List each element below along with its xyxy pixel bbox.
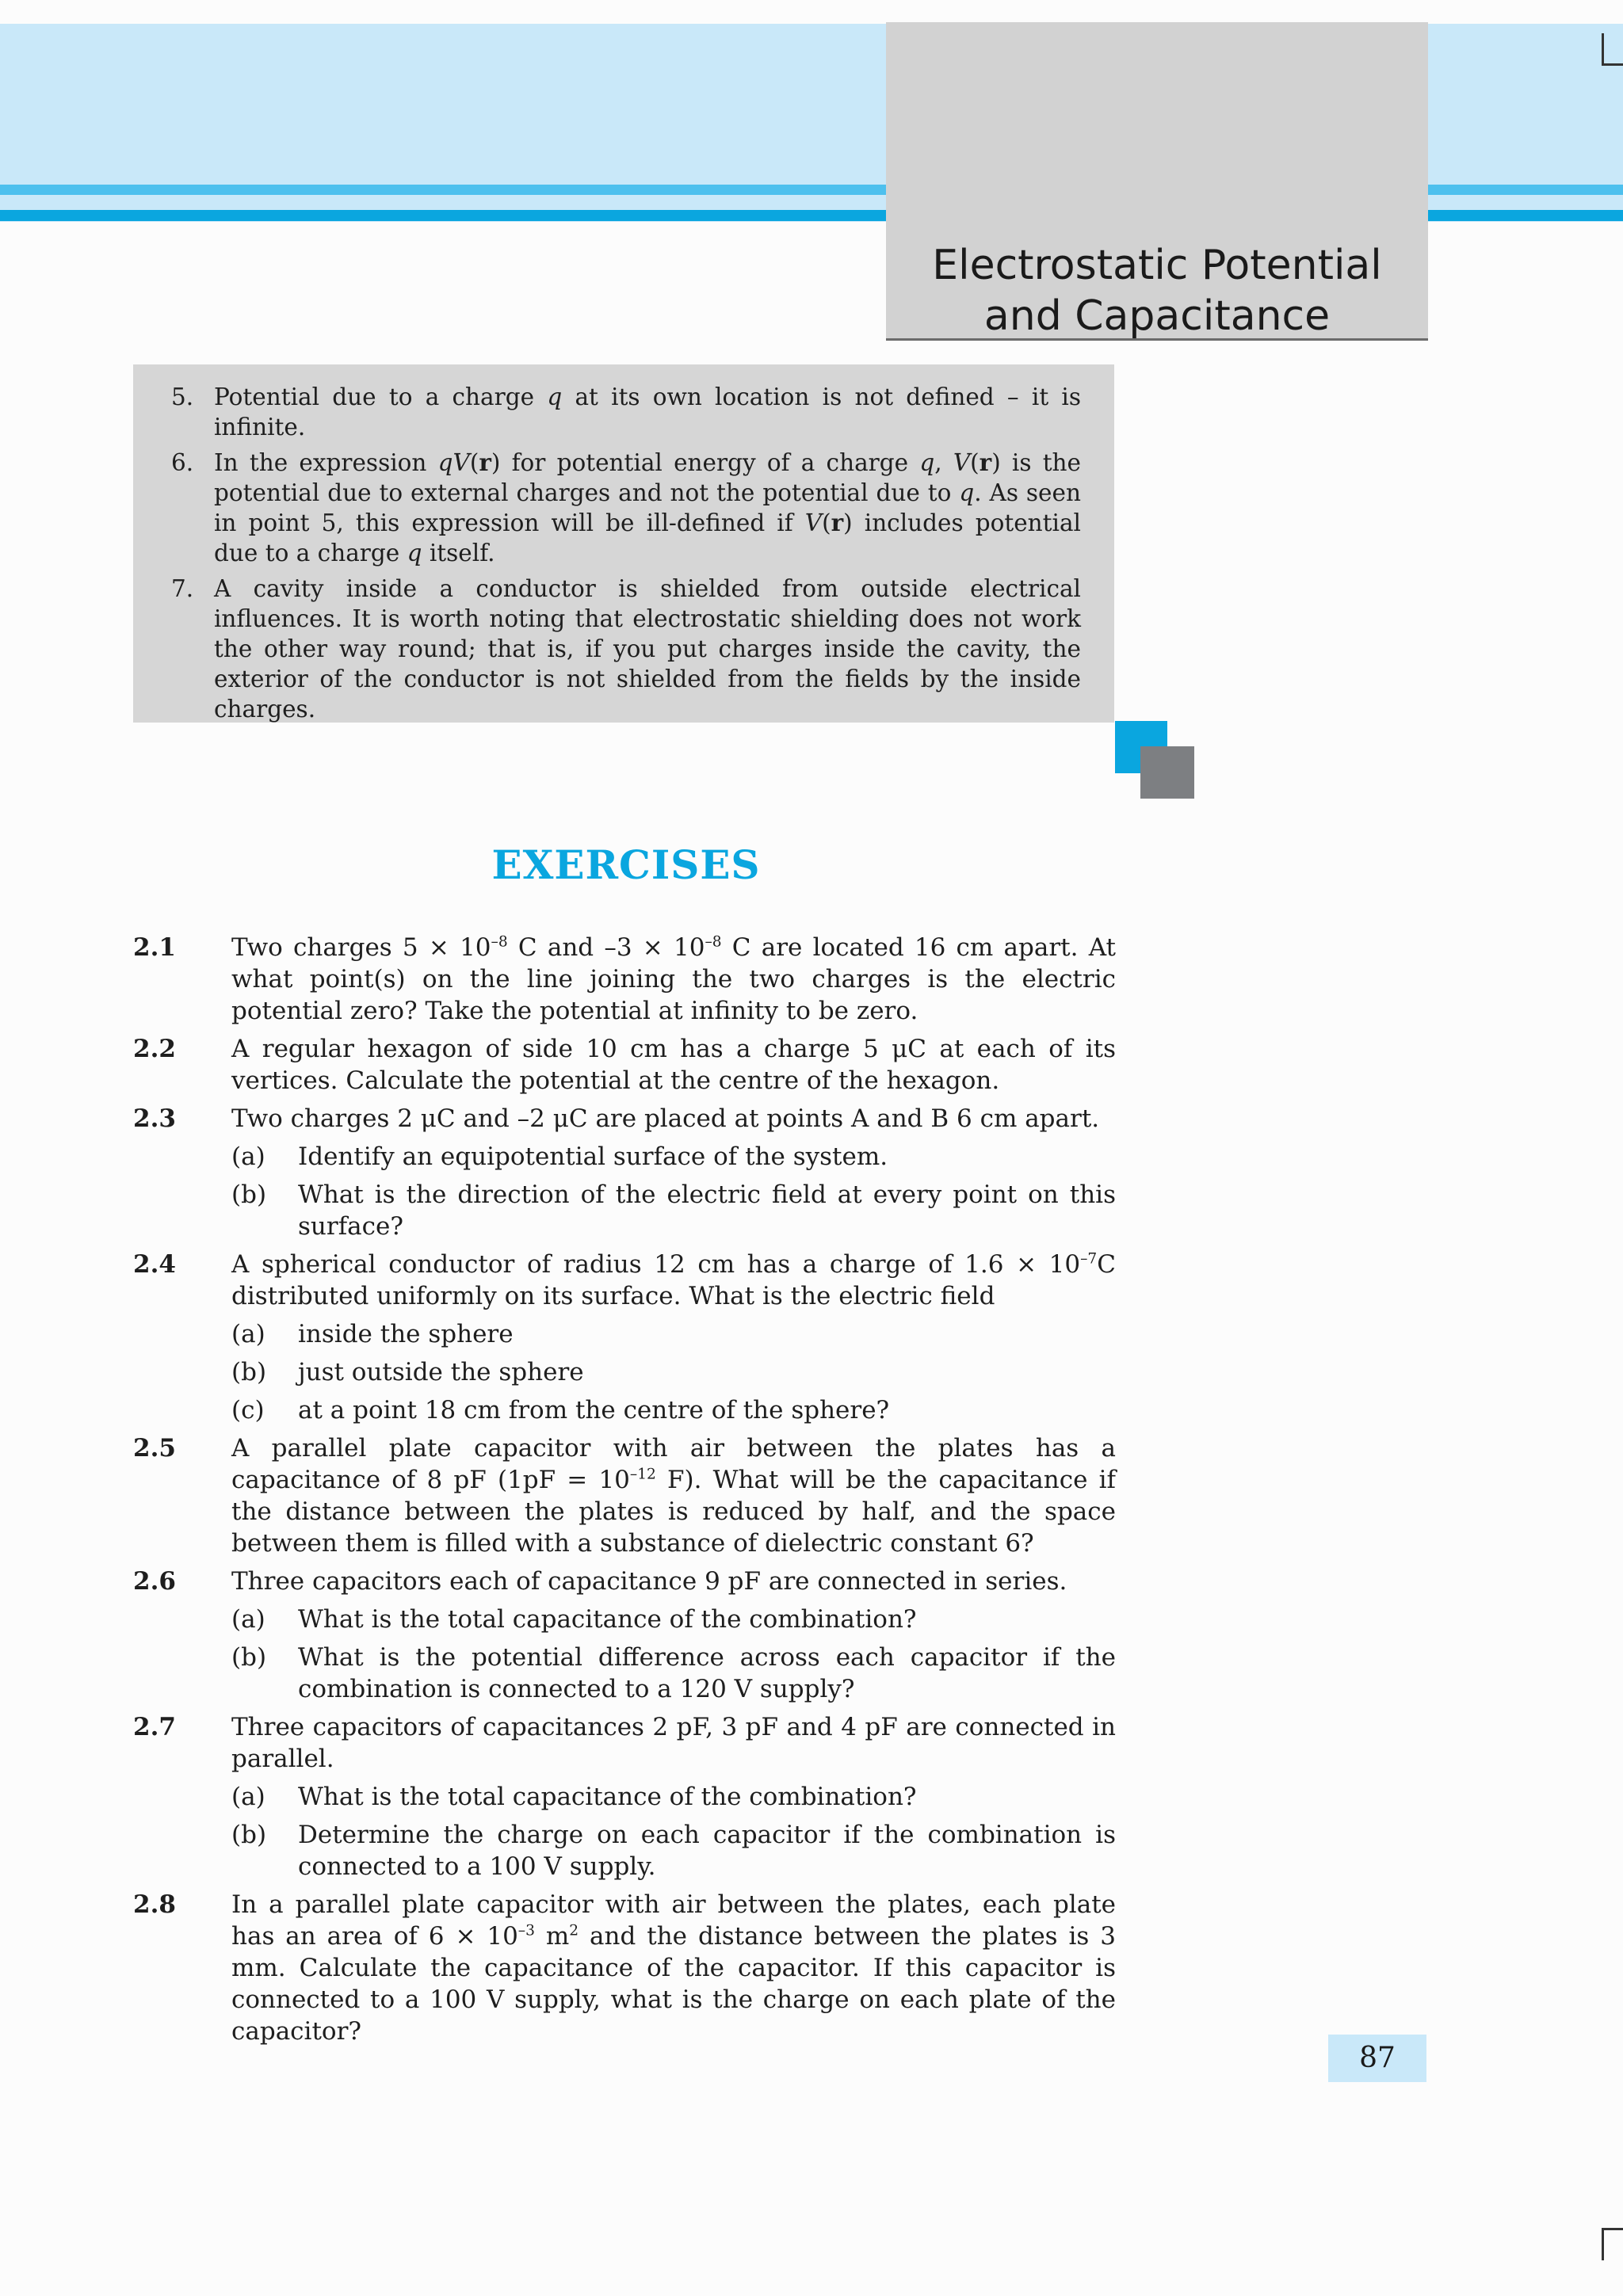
exercise-body — [231, 1432, 1116, 1559]
points-to-ponder-box — [133, 364, 1114, 723]
note-item — [163, 448, 1081, 568]
exercise-text: A spherical conductor of radius 12 cm has a charge of $1.6 \times 10^{-7}C$ distributed uniformly on its surface. What is the electric field — [231, 1250, 1116, 1310]
subpart-text: at a point 18 cm from the centre of the sphere? — [298, 1396, 890, 1425]
exercise-number: 2.2 — [133, 1035, 176, 1063]
exercise-number: 2.4 — [133, 1250, 176, 1279]
exercise-number: 2.8 — [133, 1890, 176, 1919]
exercise-item — [133, 1033, 1116, 1097]
subpart-text: What is the potential difference across each capacitor if the combination is connected to a 120 V supply? — [298, 1643, 1116, 1703]
exercise-subpart — [231, 1642, 1116, 1705]
exercise-item — [133, 1249, 1116, 1426]
subpart-label: (b) — [231, 1643, 267, 1672]
exercise-item — [133, 932, 1116, 1027]
exercise-subpart — [231, 1604, 1116, 1635]
subpart-text: inside the sphere — [298, 1320, 514, 1348]
chapter-title — [886, 240, 1428, 341]
subpart-label: (a) — [231, 1142, 265, 1171]
exercise-text: In a parallel plate capacitor with air between the plates, each plate has an area of $6 \times 10^{-3}$ $m^2$ and the distance between the plates is 3 mm. Calculate the capacitance of the capacitor. If this capacitor is connected to a 100 V supply, what is the charge on each plate of the capacitor? — [231, 1890, 1116, 2046]
crop-mark-top-v — [1602, 33, 1604, 63]
note-text: A cavity inside a conductor is shielded from outside electrical influences. It is worth noting that electrostatic shielding does not work the other way round; that is, if you put charges inside the cavity, the exterior of the conductor is not shielded from the fields by the inside charges. — [214, 575, 1081, 723]
subpart-label: (a) — [231, 1605, 265, 1634]
note-item — [163, 574, 1081, 724]
note-number: 7. — [171, 575, 194, 602]
chapter-title-line2: and Capacitance — [983, 292, 1331, 340]
exercise-item — [133, 1711, 1116, 1882]
exercise-body — [231, 932, 1116, 1027]
exercise-text: Three capacitors of capacitances 2 pF, 3 pF and 4 pF are connected in parallel. — [231, 1713, 1116, 1773]
exercise-body — [231, 1249, 1116, 1426]
subpart-label: (a) — [231, 1320, 265, 1348]
exercise-subpart — [231, 1819, 1116, 1882]
crop-mark-bottom-h — [1602, 2228, 1623, 2230]
subpart-label: (a) — [231, 1783, 265, 1811]
subpart-text: What is the direction of the electric field at every point on this surface? — [298, 1180, 1116, 1241]
exercise-subpart — [231, 1394, 1116, 1426]
exercise-text: A parallel plate capacitor with air between the plates has a capacitance of 8 pF ($1pF = 10^{-12}$ F). What will be the capacitance if the distance between the plates is reduced by half, and the space between them is filled with a substance of dielectric constant 6? — [231, 1434, 1116, 1558]
subpart-label: (b) — [231, 1180, 267, 1209]
exercise-item — [133, 1103, 1116, 1242]
exercise-text: Two charges $5 \times 10^{-8}$ C and $-3 \times 10^{-8}$ C are located 16 cm apart. At what point(s) on the line joining the two charges is the electric potential zero? Take the potential at infinity to be zero. — [231, 933, 1116, 1025]
crop-mark-bottom-v — [1602, 2230, 1604, 2260]
subpart-text: just outside the sphere — [298, 1358, 584, 1386]
exercise-number: 2.6 — [133, 1567, 176, 1596]
exercise-text: Three capacitors each of capacitance 9 pF are connected in series. — [231, 1567, 1067, 1596]
exercise-subpart — [231, 1318, 1116, 1350]
exercise-number: 2.1 — [133, 933, 176, 962]
exercise-body — [231, 1033, 1116, 1097]
subpart-label: (b) — [231, 1821, 267, 1849]
subpart-text: Identify an equipotential surface of the system. — [298, 1142, 888, 1171]
subpart-text: What is the total capacitance of the combination? — [298, 1783, 917, 1811]
exercise-text: A regular hexagon of side 10 cm has a charge 5 μC at each of its vertices. Calculate the potential at the centre of the hexagon. — [231, 1035, 1116, 1095]
subpart-text: What is the total capacitance of the combination? — [298, 1605, 917, 1634]
exercises-list — [133, 932, 1116, 2054]
exercise-number: 2.5 — [133, 1434, 176, 1463]
chapter-title-line1: Electrostatic Potential — [932, 242, 1382, 289]
exercise-body — [231, 1103, 1116, 1242]
note-item — [163, 382, 1081, 442]
note-text: Potential due to a charge q at its own location is not defined – it is infinite. — [214, 383, 1081, 441]
exercise-item — [133, 1566, 1116, 1705]
exercise-body — [231, 1711, 1116, 1882]
note-text: In the expression qV(r) for potential energy of a charge q, V(r) is the potential due to external charges and not the potential due to q. As seen in point 5, this expression will be ill-defined if V(r) includes potential due to a charge q itself. — [214, 448, 1082, 566]
exercise-item — [133, 1432, 1116, 1559]
subpart-label: (c) — [231, 1396, 265, 1425]
subpart-text: Determine the charge on each capacitor if the combination is connected to a 100 V supply. — [298, 1821, 1116, 1881]
exercise-item — [133, 1889, 1116, 2047]
exercise-subpart — [231, 1781, 1116, 1813]
exercise-text: Two charges 2 μC and –2 μC are placed at points A and B 6 cm apart. — [231, 1104, 1100, 1133]
note-number: 5. — [171, 383, 194, 410]
exercise-body — [231, 1889, 1116, 2047]
exercises-heading: EXERCISES — [491, 841, 761, 888]
decor-square-gray — [1140, 746, 1194, 799]
exercise-subpart — [231, 1141, 1116, 1173]
exercise-number: 2.3 — [133, 1104, 176, 1133]
note-number: 6. — [171, 449, 194, 476]
page-number: 87 — [1328, 2035, 1426, 2082]
chapter-title-box — [886, 22, 1428, 341]
subpart-label: (b) — [231, 1358, 267, 1386]
exercise-number: 2.7 — [133, 1713, 176, 1741]
crop-mark-top-h — [1602, 63, 1623, 66]
exercise-body — [231, 1566, 1116, 1705]
exercise-subpart — [231, 1356, 1116, 1388]
exercise-subpart — [231, 1179, 1116, 1242]
